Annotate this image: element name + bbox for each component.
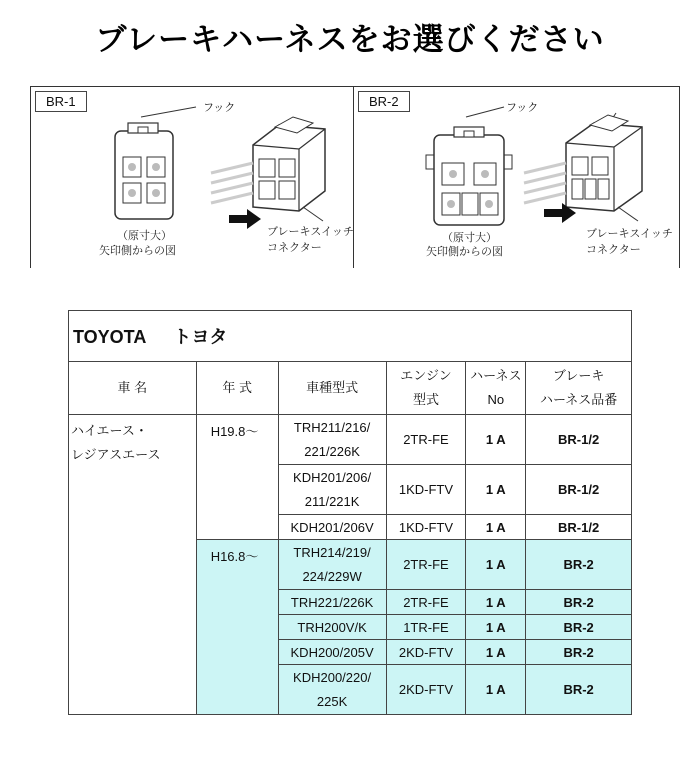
actual-size-label-br1: （原寸大） bbox=[117, 229, 172, 242]
harness-cell: 1 A bbox=[466, 640, 526, 665]
engine-cell: 2TR-FE bbox=[386, 590, 466, 615]
harness-cell: 1 A bbox=[466, 415, 526, 465]
model-cell: KDH201/206/ 211/221K bbox=[278, 465, 386, 515]
harness-cell: 1 A bbox=[466, 540, 526, 590]
arrow-view-label-br2: 矢印側からの図 bbox=[426, 245, 503, 258]
header-engine: エンジン 型式 bbox=[386, 362, 466, 415]
header-year: 年 式 bbox=[196, 362, 278, 415]
year-cell-h16: H16.8〜 bbox=[196, 540, 278, 715]
table-header-row bbox=[69, 362, 632, 415]
connector-panel-br2 bbox=[354, 86, 680, 268]
model-cell: TRH214/219/ 224/229W bbox=[278, 540, 386, 590]
vehicle-compatibility-table bbox=[68, 310, 632, 715]
panel-tag-br1: BR-1 bbox=[35, 91, 87, 112]
header-brake-part: ブレーキ ハーネス品番 bbox=[526, 362, 632, 415]
engine-cell: 2KD-FTV bbox=[386, 665, 466, 715]
harness-cell: 1 A bbox=[466, 665, 526, 715]
model-cell: KDH200/220/ 225K bbox=[278, 665, 386, 715]
header-car-name: 車 名 bbox=[69, 362, 197, 415]
header-model-type: 車種型式 bbox=[278, 362, 386, 415]
harness-cell: 1 A bbox=[466, 615, 526, 640]
table-row bbox=[69, 415, 632, 465]
car-name-cell: ハイエース・ レジアスエース bbox=[69, 415, 197, 715]
connector-label-br1-line2: コネクター bbox=[267, 241, 322, 254]
harness-cell: 1 A bbox=[466, 465, 526, 515]
brand-name-jp: トヨタ bbox=[173, 327, 228, 347]
part-cell: BR-2 bbox=[526, 640, 632, 665]
part-cell: BR-2 bbox=[526, 615, 632, 640]
part-cell: BR-1/2 bbox=[526, 415, 632, 465]
part-cell: BR-2 bbox=[526, 540, 632, 590]
engine-cell: 2TR-FE bbox=[386, 540, 466, 590]
model-cell: KDH200/205V bbox=[278, 640, 386, 665]
model-cell: KDH201/206V bbox=[278, 515, 386, 540]
model-cell: TRH221/226K bbox=[278, 590, 386, 615]
arrow-view-label-br1: 矢印側からの図 bbox=[99, 244, 176, 257]
engine-cell: 2KD-FTV bbox=[386, 640, 466, 665]
connector-label-br1-line1: ブレーキスイッチ bbox=[267, 225, 354, 238]
page-title: ブレーキハーネスをお選びください bbox=[95, 22, 605, 58]
connector-label-br2-line1: ブレーキスイッチ bbox=[586, 227, 673, 240]
part-cell: BR-1/2 bbox=[526, 465, 632, 515]
connector-panel-br1 bbox=[30, 86, 354, 268]
engine-cell: 2TR-FE bbox=[386, 415, 466, 465]
connector-label-br2-line2: コネクター bbox=[586, 243, 641, 256]
model-cell: TRH200V/K bbox=[278, 615, 386, 640]
year-cell-h19: H19.8〜 bbox=[196, 415, 278, 540]
engine-cell: 1TR-FE bbox=[386, 615, 466, 640]
brand-name-en: TOYOTA bbox=[73, 327, 147, 347]
panel-tag-br2: BR-2 bbox=[358, 91, 410, 112]
part-cell: BR-2 bbox=[526, 665, 632, 715]
hook-label-br2: フック bbox=[506, 101, 539, 114]
engine-cell: 1KD-FTV bbox=[386, 515, 466, 540]
engine-cell: 1KD-FTV bbox=[386, 465, 466, 515]
harness-cell: 1 A bbox=[466, 590, 526, 615]
header-harness-no: ハーネス No bbox=[466, 362, 526, 415]
hook-label-br1: フック bbox=[203, 101, 236, 114]
actual-size-label-br2: （原寸大） bbox=[442, 231, 497, 244]
part-cell: BR-2 bbox=[526, 590, 632, 615]
harness-cell: 1 A bbox=[466, 515, 526, 540]
model-cell: TRH211/216/ 221/226K bbox=[278, 415, 386, 465]
part-cell: BR-1/2 bbox=[526, 515, 632, 540]
brand-header bbox=[69, 311, 632, 362]
